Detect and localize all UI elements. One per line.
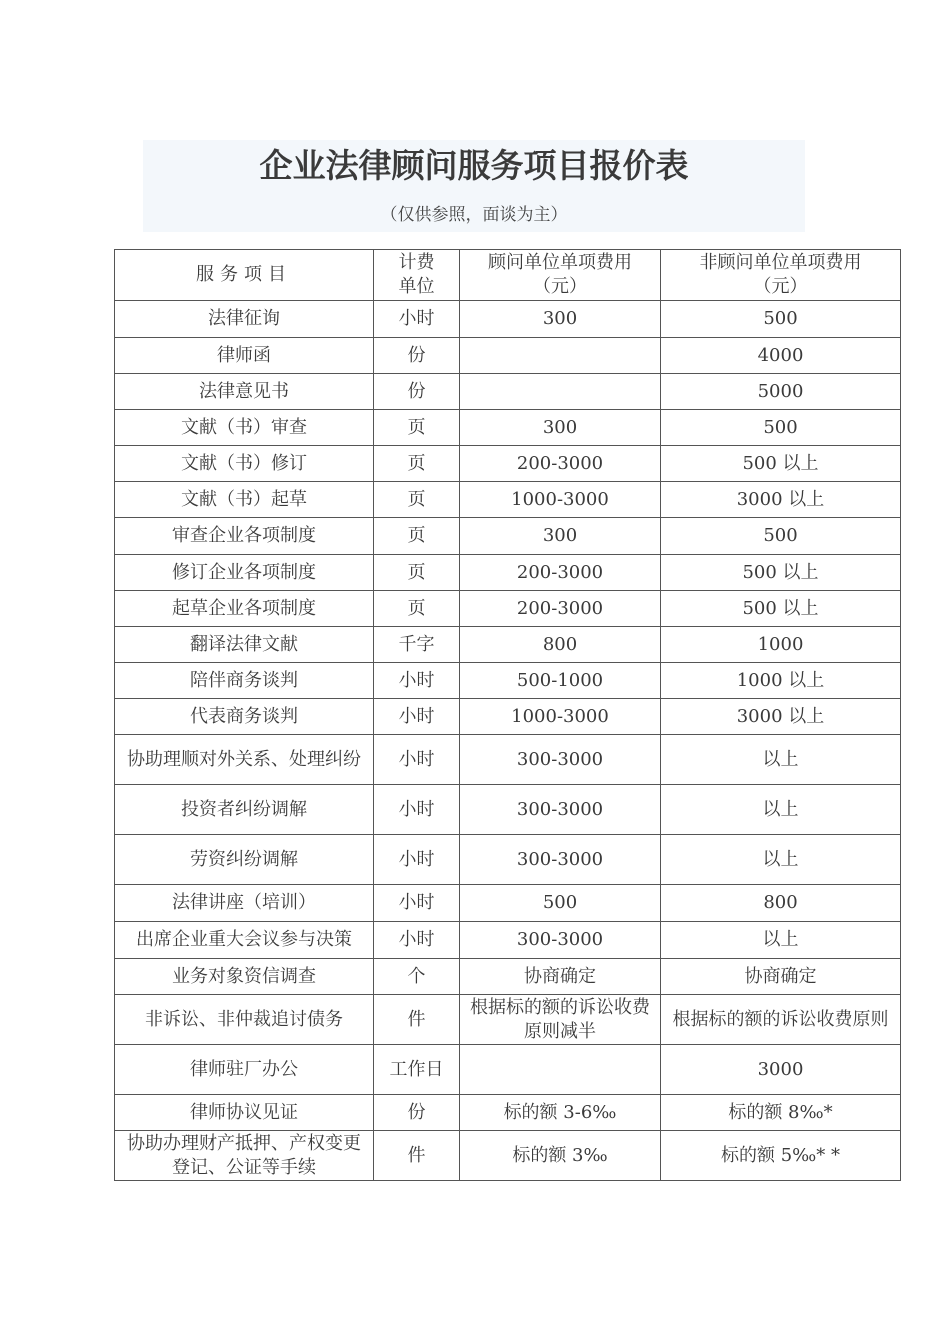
table-row	[115, 735, 901, 785]
cell-unit: 份	[374, 338, 460, 374]
cell-unit: 页	[374, 518, 460, 555]
table-row	[115, 591, 901, 627]
cell-item: 法律意见书	[115, 374, 374, 410]
cell-advisor-fee: 300-3000	[460, 922, 661, 959]
cell-item: 陪伴商务谈判	[115, 663, 374, 699]
cell-advisor-fee	[460, 338, 661, 374]
table-row	[115, 410, 901, 446]
cell-non-advisor-fee: 根据标的额的诉讼收费原则	[661, 995, 901, 1045]
cell-non-advisor-fee: 协商确定	[661, 959, 901, 995]
cell-advisor-fee: 标的额 3‰	[460, 1131, 661, 1181]
cell-advisor-fee: 协商确定	[460, 959, 661, 995]
cell-item: 业务对象资信调查	[115, 959, 374, 995]
cell-item: 法律征询	[115, 301, 374, 338]
table-row	[115, 835, 901, 885]
cell-item: 文献（书）起草	[115, 482, 374, 518]
cell-item: 法律讲座（培训）	[115, 885, 374, 922]
cell-item: 协助理顺对外关系、处理纠纷	[115, 735, 374, 785]
cell-advisor-fee	[460, 374, 661, 410]
cell-advisor-fee: 300	[460, 301, 661, 338]
cell-unit: 件	[374, 995, 460, 1045]
cell-item: 劳资纠纷调解	[115, 835, 374, 885]
cell-non-advisor-fee: 1000	[661, 627, 901, 663]
cell-non-advisor-fee: 500 以上	[661, 446, 901, 482]
cell-unit: 份	[374, 374, 460, 410]
table-row	[115, 518, 901, 555]
cell-item: 投资者纠纷调解	[115, 785, 374, 835]
cell-unit: 小时	[374, 785, 460, 835]
cell-advisor-fee: 200-3000	[460, 591, 661, 627]
cell-non-advisor-fee: 500 以上	[661, 591, 901, 627]
cell-non-advisor-fee: 4000	[661, 338, 901, 374]
cell-advisor-fee: 200-3000	[460, 446, 661, 482]
table-row	[115, 885, 901, 922]
table-row	[115, 1045, 901, 1095]
cell-item: 起草企业各项制度	[115, 591, 374, 627]
table-row	[115, 663, 901, 699]
table-row	[115, 301, 901, 338]
table-row	[115, 699, 901, 735]
cell-non-advisor-fee: 1000 以上	[661, 663, 901, 699]
cell-item: 代表商务谈判	[115, 699, 374, 735]
cell-non-advisor-fee: 标的额 8‰*	[661, 1095, 901, 1131]
cell-non-advisor-fee: 500	[661, 301, 901, 338]
cell-advisor-fee: 1000-3000	[460, 699, 661, 735]
table-row	[115, 627, 901, 663]
cell-unit: 页	[374, 446, 460, 482]
cell-unit: 小时	[374, 663, 460, 699]
cell-item: 审查企业各项制度	[115, 518, 374, 555]
cell-unit: 页	[374, 591, 460, 627]
cell-non-advisor-fee: 标的额 5‰* *	[661, 1131, 901, 1181]
price-table	[114, 249, 901, 1181]
cell-item: 非诉讼、非仲裁追讨债务	[115, 995, 374, 1045]
cell-non-advisor-fee: 500	[661, 518, 901, 555]
cell-unit: 件	[374, 1131, 460, 1181]
table-row	[115, 995, 901, 1045]
table-row	[115, 922, 901, 959]
cell-unit: 份	[374, 1095, 460, 1131]
cell-item: 律师函	[115, 338, 374, 374]
cell-advisor-fee: 根据标的额的诉讼收费原则减半	[460, 995, 661, 1045]
table-row	[115, 959, 901, 995]
header-billing-unit: 计费 单位	[374, 250, 460, 301]
cell-advisor-fee: 200-3000	[460, 555, 661, 591]
cell-non-advisor-fee: 以上	[661, 922, 901, 959]
cell-advisor-fee: 300-3000	[460, 835, 661, 885]
cell-non-advisor-fee: 3000 以上	[661, 699, 901, 735]
cell-non-advisor-fee: 5000	[661, 374, 901, 410]
cell-unit: 小时	[374, 835, 460, 885]
table-row	[115, 482, 901, 518]
cell-unit: 小时	[374, 699, 460, 735]
table-row	[115, 446, 901, 482]
cell-advisor-fee: 500	[460, 885, 661, 922]
cell-item: 律师驻厂办公	[115, 1045, 374, 1095]
cell-non-advisor-fee: 3000	[661, 1045, 901, 1095]
table-row	[115, 1131, 901, 1181]
cell-unit: 工作日	[374, 1045, 460, 1095]
cell-unit: 小时	[374, 301, 460, 338]
table-row	[115, 1095, 901, 1131]
cell-item: 翻译法律文献	[115, 627, 374, 663]
cell-unit: 小时	[374, 735, 460, 785]
cell-non-advisor-fee: 以上	[661, 735, 901, 785]
cell-advisor-fee: 300-3000	[460, 735, 661, 785]
header-service-item: 服务项目	[115, 250, 374, 301]
cell-unit: 千字	[374, 627, 460, 663]
cell-advisor-fee: 标的额 3-6‰	[460, 1095, 661, 1131]
cell-item: 协助办理财产抵押、产权变更登记、公证等手续	[115, 1131, 374, 1181]
cell-advisor-fee: 1000-3000	[460, 482, 661, 518]
cell-item: 出席企业重大会议参与决策	[115, 922, 374, 959]
table-row	[115, 374, 901, 410]
document-subtitle: （仅供参照，面谈为主）	[380, 205, 568, 225]
title-block	[143, 140, 805, 232]
header-non-advisor-fee: 非顾问单位单项费用 （元）	[661, 250, 901, 301]
cell-advisor-fee: 500-1000	[460, 663, 661, 699]
cell-unit: 小时	[374, 885, 460, 922]
cell-advisor-fee	[460, 1045, 661, 1095]
cell-unit: 小时	[374, 922, 460, 959]
cell-non-advisor-fee: 以上	[661, 785, 901, 835]
cell-advisor-fee: 800	[460, 627, 661, 663]
cell-non-advisor-fee: 以上	[661, 835, 901, 885]
cell-unit: 页	[374, 482, 460, 518]
cell-unit: 页	[374, 410, 460, 446]
table-header-row	[115, 250, 901, 301]
cell-unit: 页	[374, 555, 460, 591]
cell-non-advisor-fee: 500	[661, 410, 901, 446]
cell-non-advisor-fee: 3000 以上	[661, 482, 901, 518]
table-row	[115, 338, 901, 374]
cell-non-advisor-fee: 800	[661, 885, 901, 922]
table-row	[115, 555, 901, 591]
cell-non-advisor-fee: 500 以上	[661, 555, 901, 591]
cell-unit: 个	[374, 959, 460, 995]
table-row	[115, 785, 901, 835]
cell-item: 文献（书）修订	[115, 446, 374, 482]
header-advisor-fee: 顾问单位单项费用 （元）	[460, 250, 661, 301]
cell-advisor-fee: 300	[460, 410, 661, 446]
cell-item: 律师协议见证	[115, 1095, 374, 1131]
cell-advisor-fee: 300	[460, 518, 661, 555]
cell-item: 文献（书）审查	[115, 410, 374, 446]
cell-advisor-fee: 300-3000	[460, 785, 661, 835]
document-title: 企业法律顾问服务项目报价表	[259, 146, 689, 185]
cell-item: 修订企业各项制度	[115, 555, 374, 591]
